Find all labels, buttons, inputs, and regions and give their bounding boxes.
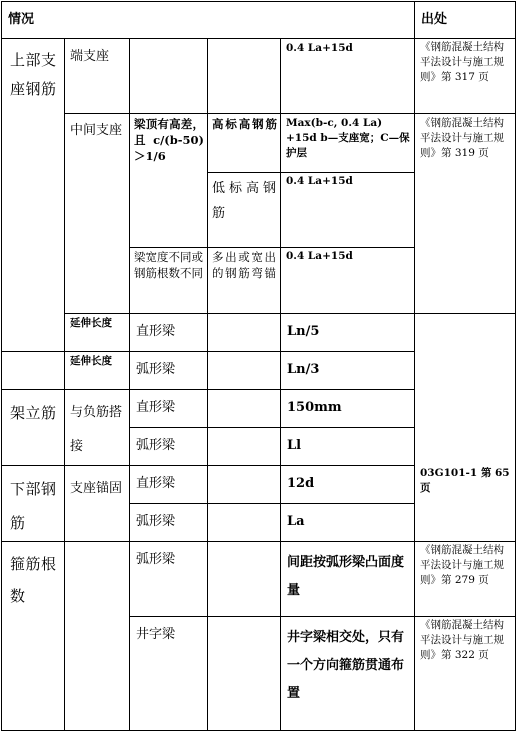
shared-source: 03G101-1 第 65 页 [420, 467, 510, 494]
erection-arc-beam: 弧形梁 [136, 438, 176, 453]
header-source: 出处 [421, 12, 448, 27]
extension-straight-value: Ln/5 [287, 324, 320, 339]
extension-arc-beam: 弧形梁 [136, 362, 176, 377]
stirrup-cross-value: 井字梁相交处，只有一个方向箍筋贯通布置 [287, 630, 405, 701]
stirrup-arc-source: 《钢筋混凝土结构平法设计与施工规则》第 279 页 [420, 544, 504, 586]
bottom-arc-beam: 弧形梁 [136, 514, 176, 529]
stirrup-cross-source: 《钢筋混凝土结构平法设计与施工规则》第 322 页 [420, 619, 504, 661]
extension-arc-label: 延伸长度 [70, 355, 112, 367]
middle-support-low-bar: 低标高钢筋 [212, 181, 276, 221]
middle-support-extra-bars: 多出或宽出的钢筋弯锚 [212, 250, 276, 280]
stirrup-arc-value: 间距按弧形梁凸面度量 [287, 555, 405, 598]
extension-arc-value: Ln/3 [287, 362, 320, 377]
erection-arc-value: Ll [287, 438, 302, 453]
stirrup-cross-beam: 井字梁 [136, 627, 176, 642]
stirrup-arc-beam: 弧形梁 [136, 552, 176, 567]
erection-straight-value: 150mm [287, 400, 342, 415]
erection-bar-lap-label: 与负筋搭接 [70, 405, 123, 454]
middle-support-high-formula: Max(b-c, 0.4 La) +15d b—支座宽；C—保护层 [286, 117, 410, 159]
bottom-straight-beam: 直形梁 [136, 476, 176, 491]
extension-straight-beam: 直形梁 [136, 324, 176, 339]
middle-support-extra-formula: 0.4 La+15d [286, 250, 353, 262]
middle-support-low-formula: 0.4 La+15d [286, 175, 353, 187]
end-support-label: 端支座 [70, 49, 110, 64]
header-situation: 情况 [8, 12, 35, 27]
bottom-bar-anchor-label: 支座锚固 [70, 481, 123, 496]
category-upper-support: 上部支座钢筋 [10, 51, 56, 98]
middle-support-source: 《钢筋混凝土结构平法设计与施工规则》第 319 页 [420, 117, 504, 159]
category-erection-bar: 架立筋 [10, 404, 56, 422]
bottom-arc-value: La [287, 514, 305, 529]
erection-straight-beam: 直形梁 [136, 400, 176, 415]
end-support-formula: 0.4 La+15d [286, 42, 353, 54]
middle-support-height-diff-case: 梁顶有高差，且 c/(b-50) ＞1/6 [134, 117, 204, 163]
middle-support-width-diff-case: 梁宽度不同或钢筋根数不同 [134, 250, 203, 280]
bottom-straight-value: 12d [287, 476, 315, 491]
end-support-source: 《钢筋混凝土结构平法设计与施工规则》第 317 页 [420, 41, 504, 83]
category-stirrup: 箍筋根数 [10, 555, 56, 605]
middle-support-label: 中间支座 [70, 123, 123, 138]
category-bottom-bar: 下部钢筋 [10, 480, 56, 532]
extension-straight-label: 延伸长度 [70, 317, 112, 329]
middle-support-high-bar: 高标高钢筋 [212, 117, 277, 131]
